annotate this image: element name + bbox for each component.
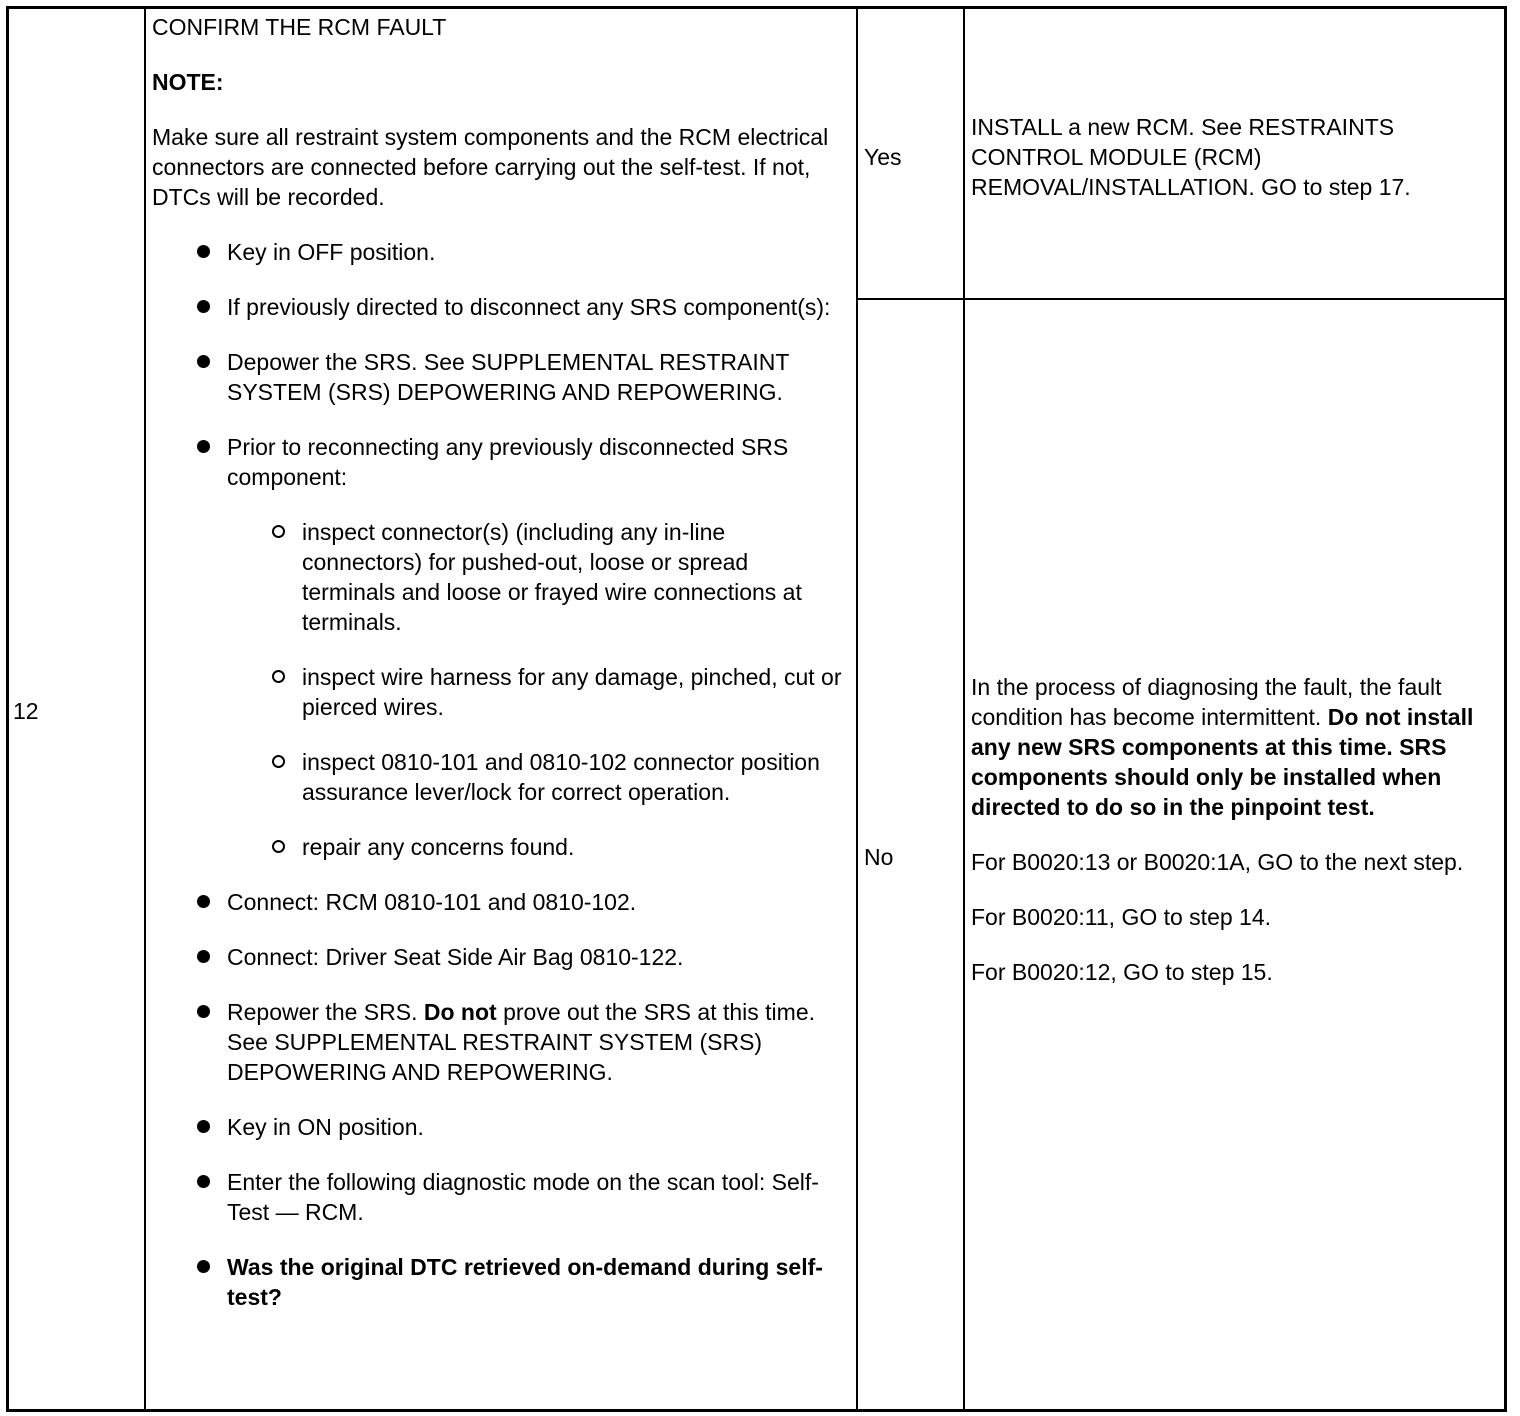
note-heading: NOTE: [152, 69, 224, 95]
circle-bullet-icon [272, 755, 285, 768]
circle-bullet-icon [272, 670, 285, 683]
bullet-icon [197, 1175, 210, 1188]
list-item: Key in OFF position. [152, 237, 842, 267]
bullet-icon [197, 1005, 210, 1018]
column-divider [144, 9, 146, 1409]
list-item: If previously directed to disconnect any SRS component(s): [152, 292, 842, 322]
list-item: Prior to reconnecting any previously disconnected SRS component: inspect connector(s) (including any in-line connectors) for pushed-out, loose or spread terminals and loose or frayed wire connections at terminals. inspect wire harness for any damage, pinched, cut or pierced wires. inspect 0810-101 and 0810-102 connector position assurance lever/lock for correct operation. repair any concerns found. [152, 432, 842, 862]
yes-result-label: Yes [864, 144, 902, 170]
bullet-icon [197, 300, 210, 313]
column-divider [963, 9, 965, 1409]
bullet-icon [197, 355, 210, 368]
sub-list-item: repair any concerns found. [227, 832, 842, 862]
procedure-steps [152, 237, 842, 1312]
no-action-step-14: For B0020:11, GO to step 14. [971, 904, 1272, 930]
procedure-cell [152, 12, 842, 1337]
step-number: 12 [13, 698, 39, 724]
sub-list-item: inspect wire harness for any damage, pinched, cut or pierced wires. [227, 662, 842, 722]
no-action-cell [971, 672, 1501, 1012]
bullet-icon [197, 440, 210, 453]
no-result-label: No [864, 844, 894, 870]
circle-bullet-icon [272, 525, 285, 538]
list-item: Depower the SRS. See SUPPLEMENTAL RESTRAINT SYSTEM (SRS) DEPOWERING AND REPOWERING. [152, 347, 842, 407]
bullet-icon [197, 895, 210, 908]
note-text: Make sure all restraint system components and the RCM electrical connectors are connected before carrying out the self-test. If not, DTCs will be recorded. [152, 124, 829, 210]
bullet-icon [197, 1260, 210, 1273]
diagnostic-table [6, 6, 1507, 1412]
list-item: Key in ON position. [152, 1112, 842, 1142]
no-action-intermittent: In the process of diagnosing the fault, the fault condition has become intermittent. Do not install any new SRS components at this time. SRS components should only be installed when directed to do so in the pinpoint test. [971, 674, 1474, 820]
no-action-step-15: For B0020:12, GO to step 15. [971, 959, 1273, 985]
yes-action-text: INSTALL a new RCM. See RESTRAINTS CONTROL MODULE (RCM) REMOVAL/INSTALLATION. GO to step 17. [971, 114, 1411, 200]
list-item: Connect: Driver Seat Side Air Bag 0810-122. [152, 942, 842, 972]
list-item: Repower the SRS. Do not prove out the SRS at this time. See SUPPLEMENTAL RESTRAINT SYSTEM (SRS) DEPOWERING AND REPOWERING. [152, 997, 842, 1087]
procedure-title: CONFIRM THE RCM FAULT [152, 14, 447, 40]
bullet-icon [197, 950, 210, 963]
list-item: Connect: RCM 0810-101 and 0810-102. [152, 887, 842, 917]
sub-steps [227, 517, 842, 862]
circle-bullet-icon [272, 840, 285, 853]
no-action-next-step: For B0020:13 or B0020:1A, GO to the next step. [971, 849, 1464, 875]
list-item: Enter the following diagnostic mode on the scan tool: Self-Test — RCM. [152, 1167, 842, 1227]
bullet-icon [197, 1120, 210, 1133]
bullet-icon [197, 245, 210, 258]
sub-list-item: inspect connector(s) (including any in-line connectors) for pushed-out, loose or spread terminals and loose or frayed wire connections at terminals. [227, 517, 842, 637]
column-divider [856, 9, 858, 1409]
sub-list-item: inspect 0810-101 and 0810-102 connector position assurance lever/lock for correct operation. [227, 747, 842, 807]
row-divider [856, 298, 1504, 300]
list-item: Was the original DTC retrieved on-demand during self-test? [152, 1252, 842, 1312]
